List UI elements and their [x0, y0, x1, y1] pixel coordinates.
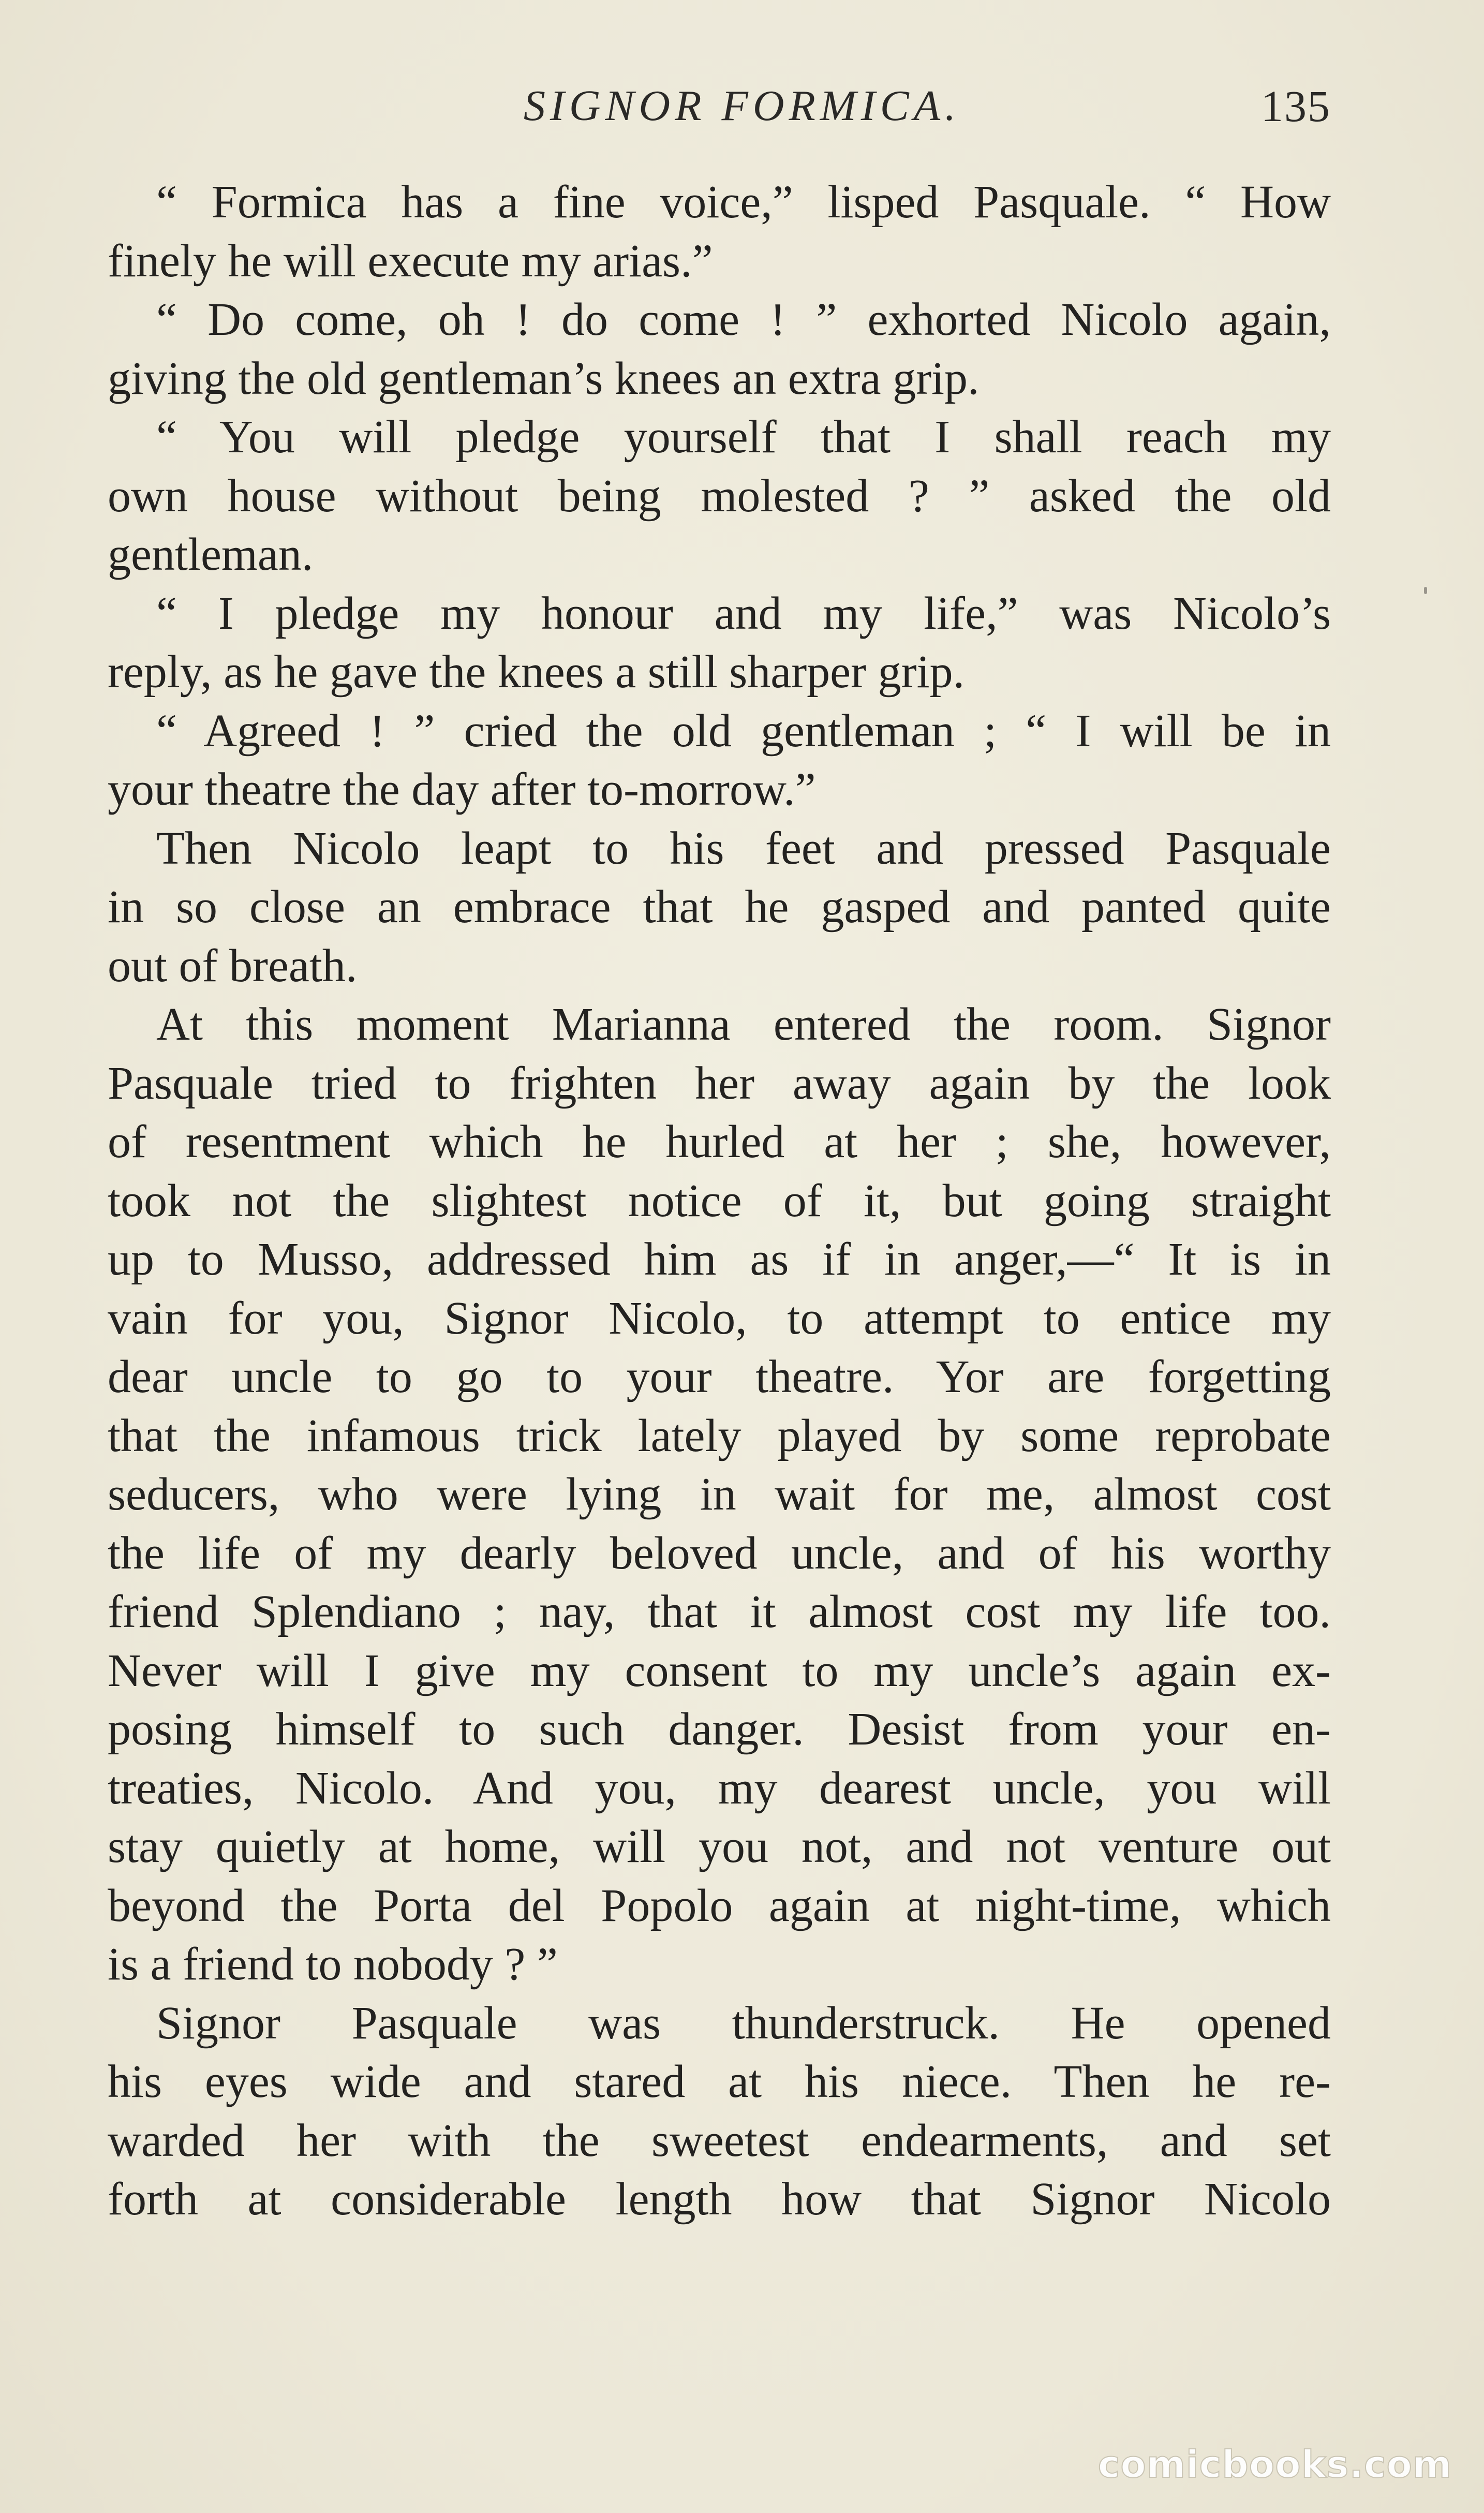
text-line: the life of my dearly beloved uncle, and of his worthy: [108, 1527, 1331, 1579]
text-line: beyond the Porta del Popolo again at night-time, which: [108, 1880, 1331, 1931]
text-line: finely he will execute my arias.”: [108, 235, 713, 287]
paragraph: [108, 702, 1331, 819]
text-line: that the infamous trick lately played by some reprobate: [108, 1410, 1331, 1461]
text-line: took not the slightest notice of it, but going straight: [108, 1175, 1331, 1226]
text-line: “ I pledge my honour and my life,” was Nicolo’s: [156, 587, 1331, 639]
text-line: reply, as he gave the knees a still sharper grip.: [108, 646, 965, 698]
text-line: your theatre the day after to-morrow.”: [108, 764, 816, 815]
page-number: 135: [1261, 81, 1331, 131]
text-line: forth at considerable length how that Signor Nicolo: [108, 2174, 1331, 2225]
text-line: of resentment which he hurled at her ; she, however,: [108, 1116, 1331, 1167]
paragraph: [108, 1994, 1331, 2229]
paragraph: [108, 584, 1331, 702]
paragraph: [108, 173, 1331, 290]
text-line: “ You will pledge yourself that I shall reach my: [156, 411, 1331, 463]
text-line: gentleman.: [108, 529, 314, 580]
text-line: own house without being molested ? ” asked the old: [108, 470, 1331, 522]
paragraph: [108, 995, 1331, 1994]
text-line: Never will I give my consent to my uncle’s again ex-: [108, 1645, 1331, 1696]
text-line: vain for you, Signor Nicolo, to attempt to entice my: [108, 1292, 1331, 1344]
text-line: giving the old gentleman’s knees an extra grip.: [108, 352, 980, 404]
text-line: treaties, Nicolo. And you, my dearest uncle, you will: [108, 1762, 1331, 1814]
text-line: At this moment Marianna entered the room. Signor: [156, 999, 1331, 1050]
body-text: [108, 173, 1331, 2229]
ink-speck: [1424, 587, 1427, 594]
text-line: stay quietly at home, will you not, and not venture out: [108, 1821, 1331, 1872]
paragraph: [108, 819, 1331, 996]
text-line: his eyes wide and stared at his niece. Then he re-: [108, 2056, 1331, 2107]
text-line: dear uncle to go to your theatre. Yor are forgetting: [108, 1351, 1331, 1402]
text-line: in so close an embrace that he gasped and panted quite: [108, 881, 1331, 933]
text-line: up to Musso, addressed him as if in anger,—“ It is in: [108, 1234, 1331, 1285]
running-title: SIGNOR FORMICA.: [523, 82, 961, 130]
text-line: Signor Pasquale was thunderstruck. He opened: [156, 1997, 1331, 2049]
watermark: comicbooks.com: [1097, 2443, 1452, 2486]
text-line: Pasquale tried to frighten her away again by the look: [108, 1057, 1331, 1109]
text-line: “ Agreed ! ” cried the old gentleman ; “ I will be in: [156, 705, 1331, 757]
running-head: [0, 78, 1484, 135]
text-line: warded her with the sweetest endearments, and set: [108, 2115, 1331, 2166]
text-line: is a friend to nobody ? ”: [108, 1939, 558, 1990]
text-line: friend Splendiano ; nay, that it almost cost my life too.: [108, 1586, 1331, 1637]
text-line: posing himself to such danger. Desist from your en-: [108, 1704, 1331, 1755]
paragraph: [108, 408, 1331, 584]
text-line: Then Nicolo leapt to his feet and pressed Pasquale: [156, 822, 1331, 874]
text-line: “ Formica has a fine voice,” lisped Pasquale. “ How: [156, 176, 1331, 228]
text-line: “ Do come, oh ! do come ! ” exhorted Nicolo again,: [156, 294, 1331, 345]
paragraph: [108, 290, 1331, 408]
text-line: out of breath.: [108, 940, 358, 992]
text-line: seducers, who were lying in wait for me, almost cost: [108, 1469, 1331, 1520]
